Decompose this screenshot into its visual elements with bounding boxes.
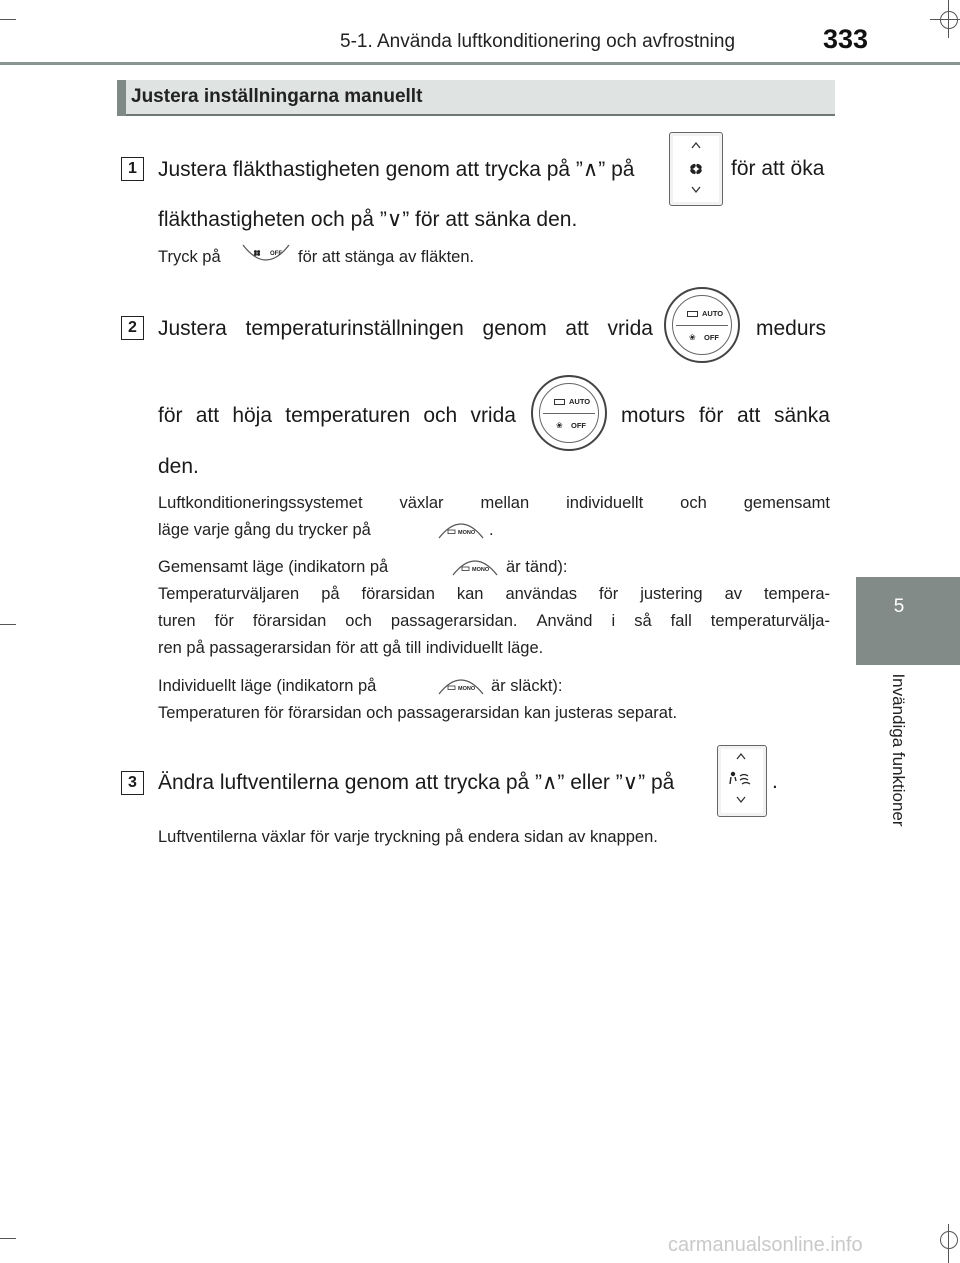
mono-button-graphic [436, 672, 486, 698]
word: höja [232, 404, 273, 427]
text: ” på [598, 158, 635, 181]
step-2-p1-line-2: läge varje gång du trycker på [158, 521, 371, 539]
word: kan [456, 585, 484, 603]
word: i [611, 612, 616, 630]
word: vrida [607, 317, 653, 340]
temperature-dial[interactable] [664, 287, 740, 363]
step-1-line-1 [158, 157, 634, 182]
word: Luftkonditioneringssystemet [158, 494, 363, 512]
step-2-p2-line-4: ren på passagerarsidan för att gå till individuellt läge. [158, 639, 544, 657]
auto-icon [554, 399, 565, 405]
word: och [345, 612, 372, 630]
crop-mark [0, 1238, 16, 1239]
word: fall [670, 612, 692, 630]
auto-label: AUTO [702, 309, 724, 318]
fan-speed-button-graphic [670, 133, 722, 205]
word: temperaturinställningen [245, 317, 464, 340]
crop-mark [0, 19, 16, 20]
chapter-title: 5-1. Använda luftkonditionering och avfrostning [340, 31, 736, 52]
fan-icon: ❀ [556, 421, 563, 430]
word: för [214, 612, 234, 630]
step-2-p2-line-2 [158, 585, 830, 604]
mono-label: MONO [458, 686, 476, 692]
air-outlet-mode-button[interactable] [717, 745, 767, 817]
section-title: Justera inställningarna manuellt [131, 86, 423, 107]
text: ” eller ” [557, 771, 623, 794]
word: genom [482, 317, 547, 340]
step-1-note-start: Tryck på [158, 248, 221, 266]
step-number-3: 3 [121, 771, 144, 795]
word: för [158, 404, 183, 427]
word: vrida [470, 404, 516, 427]
mono-button-graphic [450, 553, 500, 579]
word: att [565, 317, 589, 340]
word: turen [158, 612, 196, 630]
word: för [698, 404, 724, 427]
fan-speed-button[interactable] [669, 132, 723, 206]
step-number-2: 2 [121, 316, 144, 340]
fan-off-button-graphic [240, 241, 292, 269]
section-header-accent [117, 80, 126, 116]
chapter-tab-label: Invändiga funktioner [889, 673, 908, 827]
step-2-line-2-end [621, 404, 830, 428]
word: att [736, 404, 761, 427]
mono-label: MONO [472, 567, 490, 573]
page-number: 333 [823, 24, 869, 54]
mono-label: MONO [458, 530, 476, 536]
crop-mark [0, 624, 16, 625]
step-1-line-2 [158, 207, 577, 232]
word: mellan [480, 494, 530, 512]
word: för [598, 585, 619, 603]
step-2-p2-line-1: Gemensamt läge (indikatorn på [158, 558, 389, 576]
word: temperaturen [285, 404, 411, 427]
auto-label: AUTO [569, 397, 591, 406]
dial-divider [543, 413, 595, 414]
down-glyph: ∨ [386, 208, 403, 231]
mono-button[interactable] [436, 516, 486, 542]
step-2-p3-line-2: Temperaturen för förarsidan och passagerarsidan kan justeras separat. [158, 704, 678, 722]
word: gemensamt [743, 494, 830, 512]
step-2-line-1-end: medurs [756, 317, 827, 340]
off-label: OFF [571, 421, 586, 430]
step-2-p3-line-1-end: är släckt): [491, 677, 563, 695]
text: Ändra luftventilerna genom att trycka på ” [158, 771, 543, 794]
word: förarsidan [361, 585, 435, 603]
step-2-p1-line-1 [158, 494, 830, 513]
word: justering [640, 585, 703, 603]
word: användas [505, 585, 578, 603]
text: Justera fläkthastigheten genom att trycka på ” [158, 158, 583, 181]
step-2-line-1 [158, 317, 653, 341]
word: Justera [158, 317, 227, 340]
off-label: OFF [270, 251, 282, 257]
header-rule [0, 62, 960, 65]
off-label: OFF [704, 333, 719, 342]
mono-button-graphic [436, 516, 486, 542]
word: tempera- [763, 585, 830, 603]
word: att [195, 404, 220, 427]
word: av [724, 585, 742, 603]
text: ” för att sänka den. [402, 208, 578, 231]
step-3-line-1-end: . [772, 770, 778, 793]
mono-button[interactable] [450, 553, 500, 579]
word: förarsidan [252, 612, 327, 630]
auto-icon [687, 311, 698, 317]
step-2-line-2 [158, 404, 516, 428]
word: Temperaturväljaren [158, 585, 300, 603]
step-3-line-1 [158, 770, 674, 795]
dial-divider [676, 325, 728, 326]
step-1-line-1-end: för att öka [731, 157, 825, 180]
registration-circle [940, 1231, 958, 1249]
step-2-p2-line-1-end: är tänd): [506, 558, 568, 576]
chapter-tab-number: 5 [893, 596, 905, 617]
step-number-1: 1 [121, 157, 144, 181]
step-1-note-end: för att stänga av fläkten. [298, 248, 475, 266]
word: sänka [773, 404, 830, 427]
air-outlet-mode-graphic [718, 746, 766, 816]
word: och [423, 404, 458, 427]
word: växlar [399, 494, 444, 512]
step-2-line-3: den. [158, 455, 199, 478]
down-glyph: ∨ [622, 771, 639, 794]
word: och [680, 494, 707, 512]
temperature-dial[interactable] [531, 375, 607, 451]
up-glyph: ∧ [582, 158, 599, 181]
fan-icon: ❀ [689, 333, 696, 342]
text: ” på [638, 771, 675, 794]
word: så [634, 612, 652, 630]
watermark: carmanualsonline.info [668, 1234, 863, 1256]
step-2-p3-line-1: Individuellt läge (indikatorn på [158, 677, 377, 695]
step-3-note: Luftventilerna växlar för varje tryckning på endera sidan av knappen. [158, 828, 658, 846]
word: moturs [621, 404, 686, 427]
word: temperaturvälja- [710, 612, 830, 630]
word: Använd [536, 612, 593, 630]
fan-off-button[interactable] [240, 241, 292, 269]
step-2-p1-line-2-end: . [489, 521, 494, 539]
step-2-p2-line-3 [158, 612, 830, 631]
word: passagerarsidan. [390, 612, 518, 630]
registration-circle [940, 11, 958, 29]
mono-button[interactable] [436, 672, 486, 698]
word: på [321, 585, 340, 603]
chapter-tab [856, 577, 960, 665]
up-glyph: ∧ [542, 771, 558, 794]
word: individuellt [566, 494, 644, 512]
text: fläkthastigheten och på ” [158, 208, 387, 231]
